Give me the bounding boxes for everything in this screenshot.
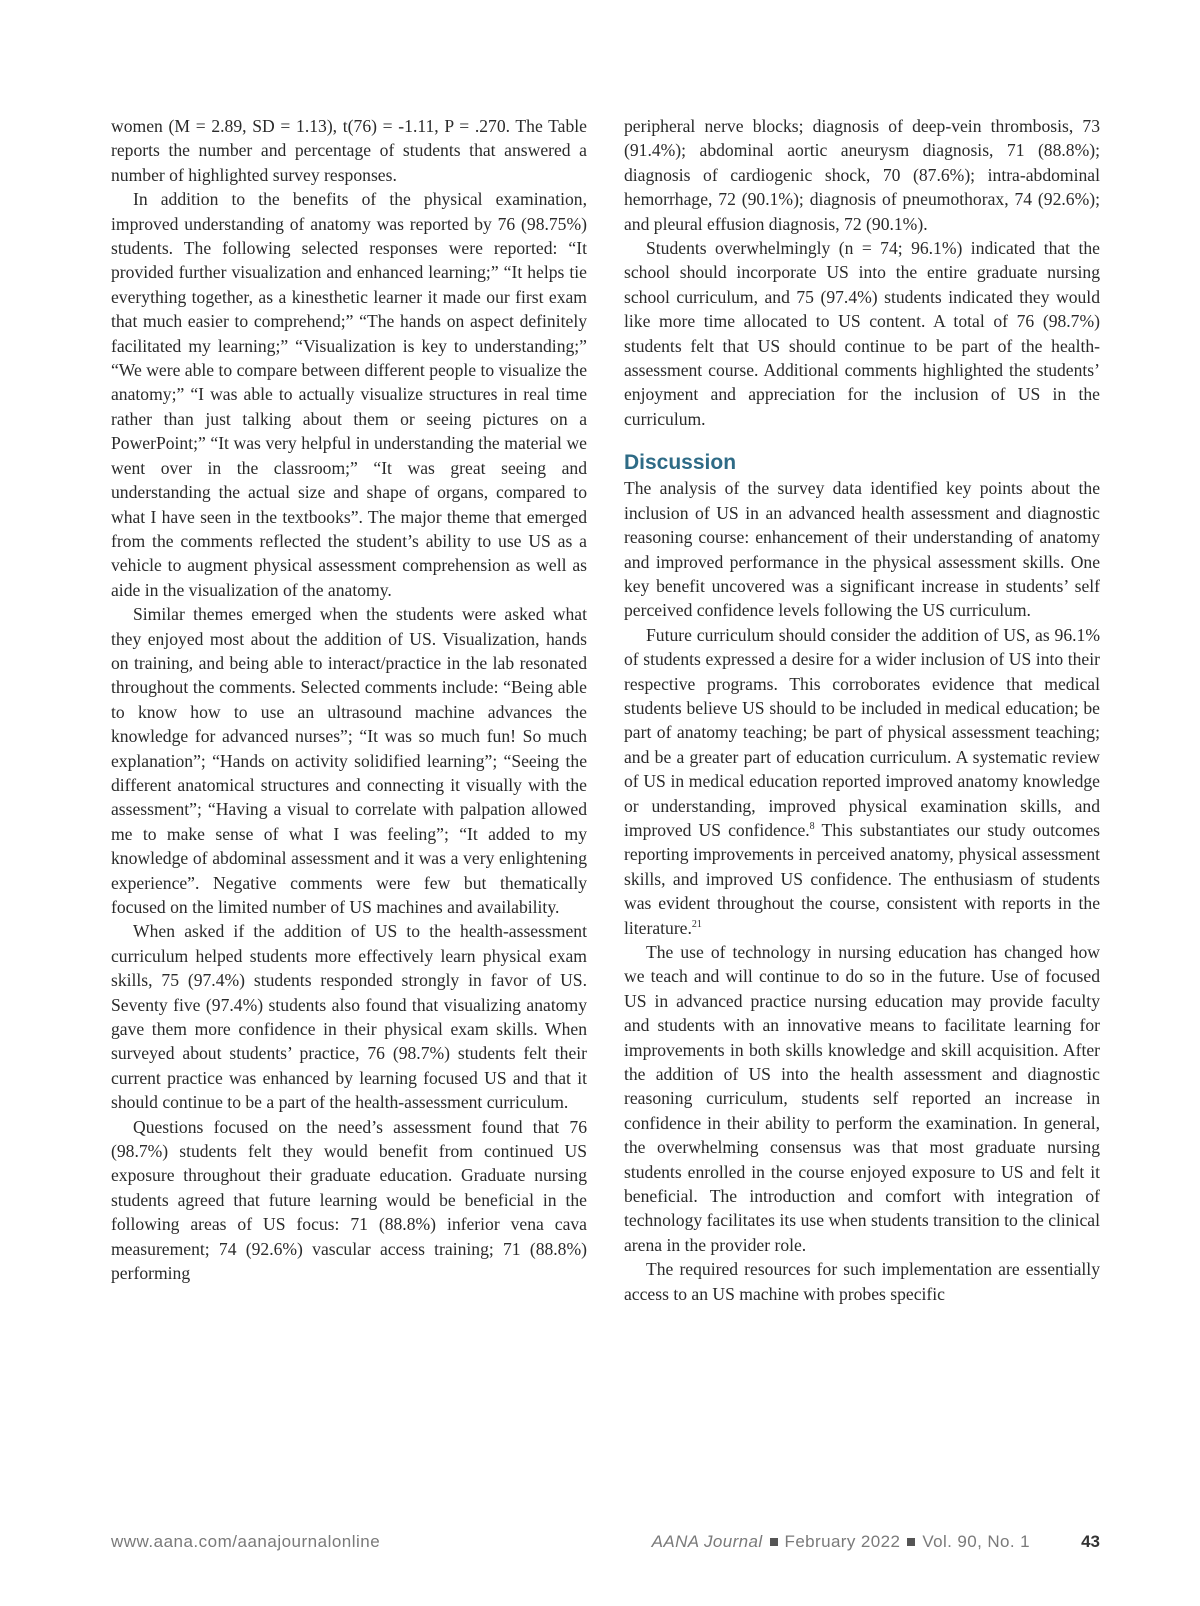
journal-citation (652, 1532, 1030, 1552)
separator-square-icon (907, 1538, 915, 1546)
issue-date: February 2022 (784, 1532, 901, 1551)
journal-name: AANA Journal (651, 1532, 763, 1551)
results-paragraph-1: women (M = 2.89, SD = 1.13), t(76) = -1.11, P = .270. The Table reports the number and percentage of students that answered a number of highlighted survey responses. (111, 116, 587, 185)
discussion-paragraph-3: The use of technology in nursing education has changed how we teach and will continue to do so in the future. Use of focused US in advanced practice nursing education may provide faculty and students with an innovative means to facilitate learning for improvements in both skills knowledge and skill acquisition. After the addition of US into the health assessment and diagnostic reasoning curriculum, students self reported an increase in confidence in their ability to perform the examination. In general, the overwhelming consensus was that most graduate nursing students enrolled in the course enjoyed exposure to US and felt it beneficial. The introduction and comfort with integration of technology facilitates its use when students transition to the clinical arena in the provider role. (624, 942, 1100, 1255)
reference-superscript: 21 (691, 918, 702, 930)
reference-superscript: 8 (809, 821, 815, 833)
results-paragraph-6: peripheral nerve blocks; diagnosis of deep-vein thrombosis, 73 (91.4%); abdominal aortic aneurysm diagnosis, 71 (88.8%); diagnosis of cardiogenic shock, 70 (87.6%); intra-abdominal hemorrhage, 72 (90.1%); diagnosis of pneumothorax, 74 (92.6%); and pleural effusion diagnosis, 72 (90.1%). (624, 116, 1100, 234)
discussion-paragraph-1: The analysis of the survey data identified key points about the inclusion of US in an advanced health assessment and diagnostic reasoning course: enhancement of their understanding of anatomy and improved performance in the physical assessment skills. One key benefit uncovered was a significant increase in students’ self perceived confidence levels following the US curriculum. (624, 478, 1100, 621)
discussion-p2-text-a: Future curriculum should consider the addition of US, as 96.1% of students expressed a desire for a wider inclusion of US into their respective programs. This corroborates evidence that medical students believe US should to be included in medical education; be part of anatomy teaching; be part of physical assessment teaching; and be a greater part of education curriculum. A systematic review of US in medical education reported improved anatomy knowledge or understanding, improved physical examination skills, and improved US confidence. (624, 624, 1100, 840)
separator-square-icon (770, 1538, 778, 1546)
left-column (111, 114, 587, 1286)
journal-url[interactable]: www.aana.com/aanajournalonline (111, 1532, 381, 1551)
page-number: 43 (1081, 1532, 1100, 1551)
results-paragraph-3: Similar themes emerged when the students were asked what they enjoyed most about the addition of US. Visualization, hands on training, and being able to interact/practice in the lab resonated throughout the comments. Selected comments include: “Being able to know how to use an ultrasound machine advances the knowledge for advanced nurses”; “It was so much fun! So much explanation”; “Hands on activity solidified learning”; “Seeing the different anatomical structures and connecting it visually with the assessment”; “Having a visual to correlate with palpation allowed me to make sense of what I was feeling”; “It added to my knowledge of abdominal assessment and it was a very enlightening experience”. Negative comments were few but thematically focused on the limited number of US machines and availability. (111, 604, 587, 917)
section-heading-discussion: Discussion (624, 451, 737, 475)
results-paragraph-4: When asked if the addition of US to the health-assessment curriculum helped students more effectively learn physical exam skills, 75 (97.4%) students responded strongly in favor of US. Seventy five (97.4%) students also found that visualizing anatomy gave them more confidence in their physical exam skills. When surveyed about students’ practice, 76 (98.7%) students felt their current practice was enhanced by learning focused US and that it should continue to be a part of the health-assessment curriculum. (111, 921, 587, 1113)
right-column (624, 114, 1100, 1306)
results-paragraph-5: Questions focused on the need’s assessment found that 76 (98.7%) students felt they would benefit from continued US exposure throughout their graduate education. Graduate nursing students agreed that future learning would be beneficial in the following areas of US focus: 71 (88.8%) inferior vena cava measurement; 74 (92.6%) vascular access training; 71 (88.8%) performing (111, 1116, 587, 1284)
discussion-paragraph-4: The required resources for such implementation are essentially access to an US machine with probes specific (624, 1259, 1100, 1304)
results-paragraph-2: In addition to the benefits of the physical examination, improved understanding of anatomy was reported by 76 (98.75%) students. The following selected responses were reported: “It provided further visualization and enhanced learning;” “It helps tie everything together, as a kinesthetic learner it made our first exam that much easier to comprehend;” “The hands on aspect definitely facilitated my learning;” “Visualization is key to understanding;” “We were able to compare between different people to visualize the anatomy;” “I was able to actually visualize structures in real time rather than just talking about them or seeing pictures on a PowerPoint;” “It was very helpful in understanding the material we went over in the classroom;” “It was great seeing and understanding the actual size and shape of organs, compared to what I have seen in the textbooks”. The major theme that emerged from the comments reflected the student’s ability to use US as a vehicle to augment physical assessment comprehension as well as aide in the visualization of the anatomy. (111, 189, 588, 600)
page-footer (111, 1532, 1100, 1556)
discussion-paragraph-2 (624, 623, 1100, 940)
volume-issue: Vol. 90, No. 1 (922, 1532, 1030, 1551)
discussion-p2-text-b: This substantiates our study outcomes reporting improvements in perceived anatomy, physical assessment skills, and improved US confidence. The enthusiasm of students was evident throughout the course, consistent with reports in the literature. (624, 819, 1100, 938)
results-paragraph-7: Students overwhelmingly (n = 74; 96.1%) indicated that the school should incorporate US into the entire graduate nursing school curriculum, and 75 (97.4%) students indicated they would like more time allocated to US content. A total of 76 (98.7%) students felt that US should continue to be part of the health-assessment course. Additional comments highlighted the students’ enjoyment and appreciation for the inclusion of US in the curriculum. (624, 238, 1100, 429)
